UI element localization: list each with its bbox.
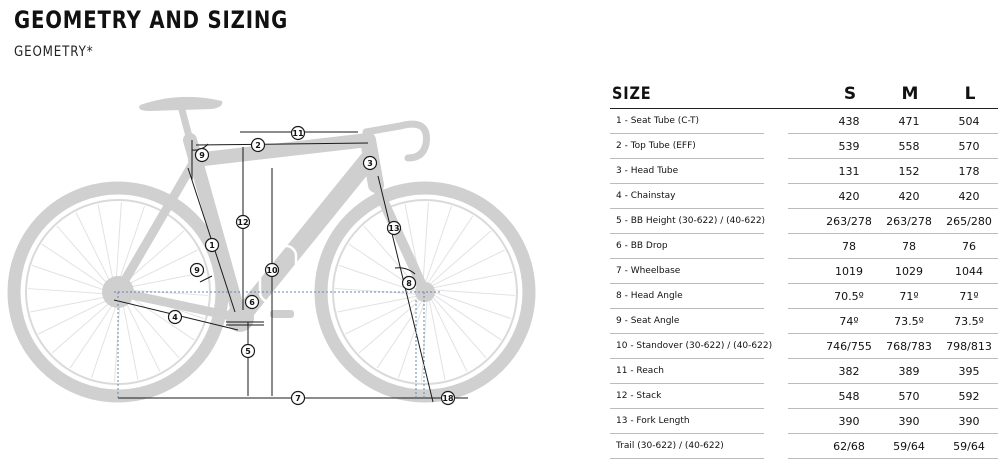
cell-m: 390: [898, 415, 920, 428]
marker-label: 5: [245, 347, 251, 356]
cell-m: 71º: [899, 290, 919, 303]
cell-l: 73.5º: [954, 315, 984, 328]
marker-label: 13: [388, 224, 400, 233]
cell-l: 76: [962, 240, 976, 253]
cell-s: 78: [842, 240, 856, 253]
marker-label: 11: [292, 129, 304, 138]
marker-label: 18: [442, 394, 454, 403]
table-row: [610, 235, 998, 259]
cell-m: 389: [898, 365, 920, 378]
column-header-m: M: [901, 84, 919, 104]
cell-l: 71º: [959, 290, 979, 303]
cell-l: 395: [958, 365, 980, 378]
wheel-spoke: [335, 289, 417, 295]
cell-m: 1029: [895, 265, 923, 278]
table-header: [610, 84, 998, 109]
cell-s: 746/755: [826, 340, 872, 353]
wheel-spoke: [70, 300, 116, 368]
wheel-spoke: [433, 292, 511, 319]
row-label: 12 - Stack: [616, 391, 662, 401]
marker-label: 10: [266, 266, 278, 275]
cell-m: 263/278: [886, 215, 932, 228]
wheel-spoke: [32, 265, 110, 292]
section-subtitle: GEOMETRY*: [14, 44, 94, 60]
marker-label: 7: [295, 394, 301, 403]
cell-s: 539: [838, 140, 860, 153]
cell-m: 420: [898, 190, 920, 203]
row-gap: [764, 457, 788, 459]
cell-m: 73.5º: [894, 315, 924, 328]
cell-l: 390: [958, 415, 980, 428]
row-gap: [764, 257, 788, 259]
cell-l: 420: [958, 190, 980, 203]
row-label: 1 - Seat Tube (C-T): [616, 116, 700, 126]
marker-label: 6: [249, 298, 255, 307]
table-row: [610, 410, 998, 434]
geometry-table: [610, 84, 998, 459]
table-row: [610, 335, 998, 359]
row-label: Trail (30-622) / (40-622): [616, 441, 724, 451]
row-gap: [764, 282, 788, 284]
row-gap: [764, 182, 788, 184]
table-body: [610, 110, 998, 459]
cell-s: 382: [838, 365, 860, 378]
row-label: 6 - BB Drop: [616, 241, 668, 251]
wheel-spoke: [57, 226, 111, 288]
row-label: 2 - Top Tube (EFF): [616, 141, 696, 151]
wheel-spoke: [52, 299, 114, 353]
marker-label: 1: [209, 241, 215, 250]
row-label: 9 - Seat Angle: [616, 316, 680, 326]
bike-geometry-diagram: [0, 78, 590, 463]
cell-l: 178: [958, 165, 980, 178]
saddle: [139, 97, 222, 111]
cell-s: 62/68: [833, 440, 865, 453]
cell-s: 74º: [839, 315, 859, 328]
marker-label: 3: [367, 159, 373, 168]
table-row: [610, 185, 998, 209]
marker-label: 12: [237, 218, 249, 227]
wheel-spoke: [42, 244, 110, 290]
cell-m: 471: [898, 115, 920, 128]
cell-l: 592: [958, 390, 980, 403]
wheel-spoke: [28, 289, 110, 295]
row-gap: [764, 132, 788, 134]
wheel-spoke: [116, 202, 122, 284]
cell-l: 570: [958, 140, 980, 153]
row-label: 7 - Wheelbase: [616, 266, 681, 276]
cell-l: 59/64: [953, 440, 985, 453]
row-label: 11 - Reach: [616, 366, 664, 376]
marker-label: 9: [199, 151, 205, 160]
wheel-spoke: [433, 294, 501, 340]
row-gap: [764, 207, 788, 209]
cell-s: 70.5º: [834, 290, 864, 303]
cell-s: 420: [838, 190, 860, 203]
cell-s: 438: [838, 115, 860, 128]
table-row: [610, 385, 998, 409]
cell-s: 390: [838, 415, 860, 428]
cell-m: 78: [902, 240, 916, 253]
cell-l: 265/280: [946, 215, 992, 228]
row-label: 4 - Chainstay: [616, 191, 676, 201]
table-row: [610, 285, 998, 309]
cell-l: 798/813: [946, 340, 992, 353]
row-label: 5 - BB Height (30-622) / (40-622): [616, 216, 766, 226]
wheel-spoke: [427, 216, 473, 284]
page-title: GEOMETRY AND SIZING: [14, 6, 289, 34]
cell-m: 768/783: [886, 340, 932, 353]
marker-label: 9: [194, 266, 200, 275]
cell-l: 504: [958, 115, 980, 128]
row-gap: [764, 407, 788, 409]
cell-s: 131: [838, 165, 860, 178]
wheel-spoke: [115, 300, 121, 382]
marker-label: 2: [255, 141, 261, 150]
cell-s: 263/278: [826, 215, 872, 228]
cell-m: 558: [898, 140, 920, 153]
row-label: 3 - Head Tube: [616, 166, 679, 176]
row-gap: [764, 307, 788, 309]
row-gap: [764, 332, 788, 334]
row-label: 10 - Standover (30-622) / (40-622): [616, 341, 773, 351]
cell-m: 59/64: [893, 440, 925, 453]
row-gap: [764, 382, 788, 384]
marker-label: 8: [406, 279, 412, 288]
wheel-spoke: [423, 202, 429, 284]
wheel-spoke: [91, 300, 118, 378]
row-gap: [764, 432, 788, 434]
marker-label: 4: [172, 313, 178, 322]
row-label: 13 - Fork Length: [616, 416, 690, 426]
row-gap: [764, 157, 788, 159]
table-row: [610, 360, 998, 384]
wheel-spoke: [429, 231, 491, 285]
table-row: [610, 260, 998, 284]
column-header-l: L: [964, 84, 976, 104]
wheel-spoke: [359, 299, 421, 353]
row-gap: [764, 357, 788, 359]
cell-s: 1019: [835, 265, 863, 278]
wheel-spoke: [398, 300, 425, 378]
cell-s: 548: [838, 390, 860, 403]
cell-l: 1044: [955, 265, 983, 278]
wheel-spoke: [425, 206, 452, 284]
table-row: [610, 135, 998, 159]
row-gap: [764, 232, 788, 234]
column-header-s: S: [843, 84, 857, 104]
size-header: SIZE: [612, 84, 652, 104]
wheel-spoke: [433, 290, 515, 296]
table-row: [610, 310, 998, 334]
table-row: [610, 160, 998, 184]
table-row: [610, 110, 998, 134]
cell-m: 570: [898, 390, 920, 403]
cell-m: 152: [898, 165, 920, 178]
table-row: [610, 210, 998, 234]
table-row: [610, 435, 998, 459]
wheel-spoke: [432, 296, 486, 358]
row-label: 8 - Head Angle: [616, 291, 683, 301]
